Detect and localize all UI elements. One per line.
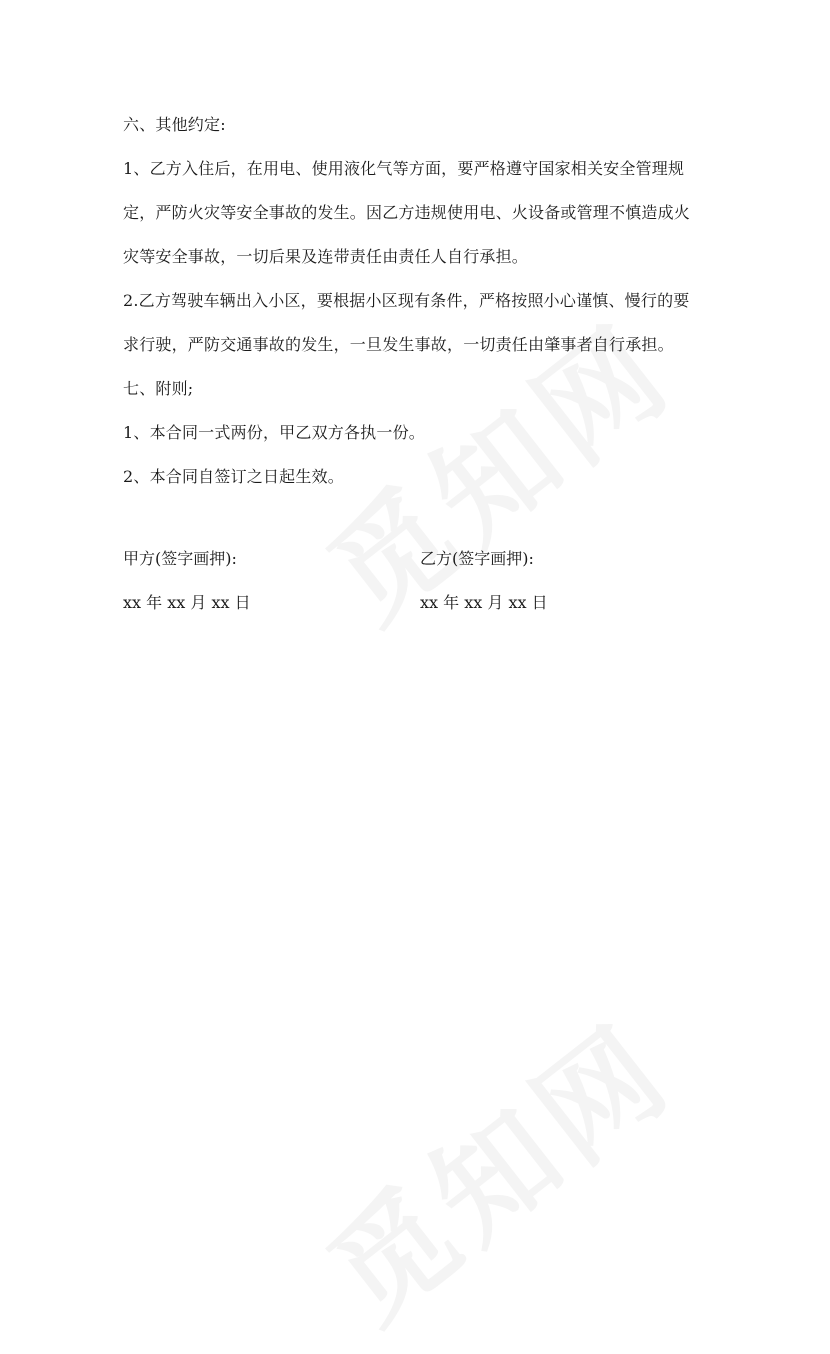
party-a-signature-label: 甲方(签字画押): xyxy=(123,549,237,568)
paragraph-line: 2.乙方驾驶车辆出入小区，要根据小区现有条件，严格按照小心谨慎、慢行的要 xyxy=(123,291,690,310)
paragraph-line: 1、乙方入住后，在用电、使用液化气等方面，要严格遵守国家相关安全管理规 xyxy=(123,159,685,178)
paragraph-line: 灾等安全事故，一切后果及连带责任由责任人自行承担。 xyxy=(123,247,529,266)
section-heading-appendix: 七、附则; xyxy=(123,379,194,398)
party-a-date: xx 年 xx 月 xx 日 xyxy=(123,593,251,612)
paragraph-line: 求行驶，严防交通事故的发生，一旦发生事故，一切责任由肇事者自行承担。 xyxy=(123,335,674,354)
paragraph-line: 2、本合同自签订之日起生效。 xyxy=(123,467,344,486)
party-b-signature-label: 乙方(签字画押): xyxy=(420,549,534,568)
section-heading-other-terms: 六、其他约定: xyxy=(123,115,226,134)
watermark xyxy=(288,978,701,1354)
paragraph-line: 定，严防火灾等安全事故的发生。因乙方违规使用电、火设备或管理不慎造成火 xyxy=(123,203,691,222)
party-b-date: xx 年 xx 月 xx 日 xyxy=(420,593,548,612)
document-body xyxy=(123,111,723,507)
paragraph-line: 1、本合同一式两份，甲乙双方各执一份。 xyxy=(123,423,425,442)
